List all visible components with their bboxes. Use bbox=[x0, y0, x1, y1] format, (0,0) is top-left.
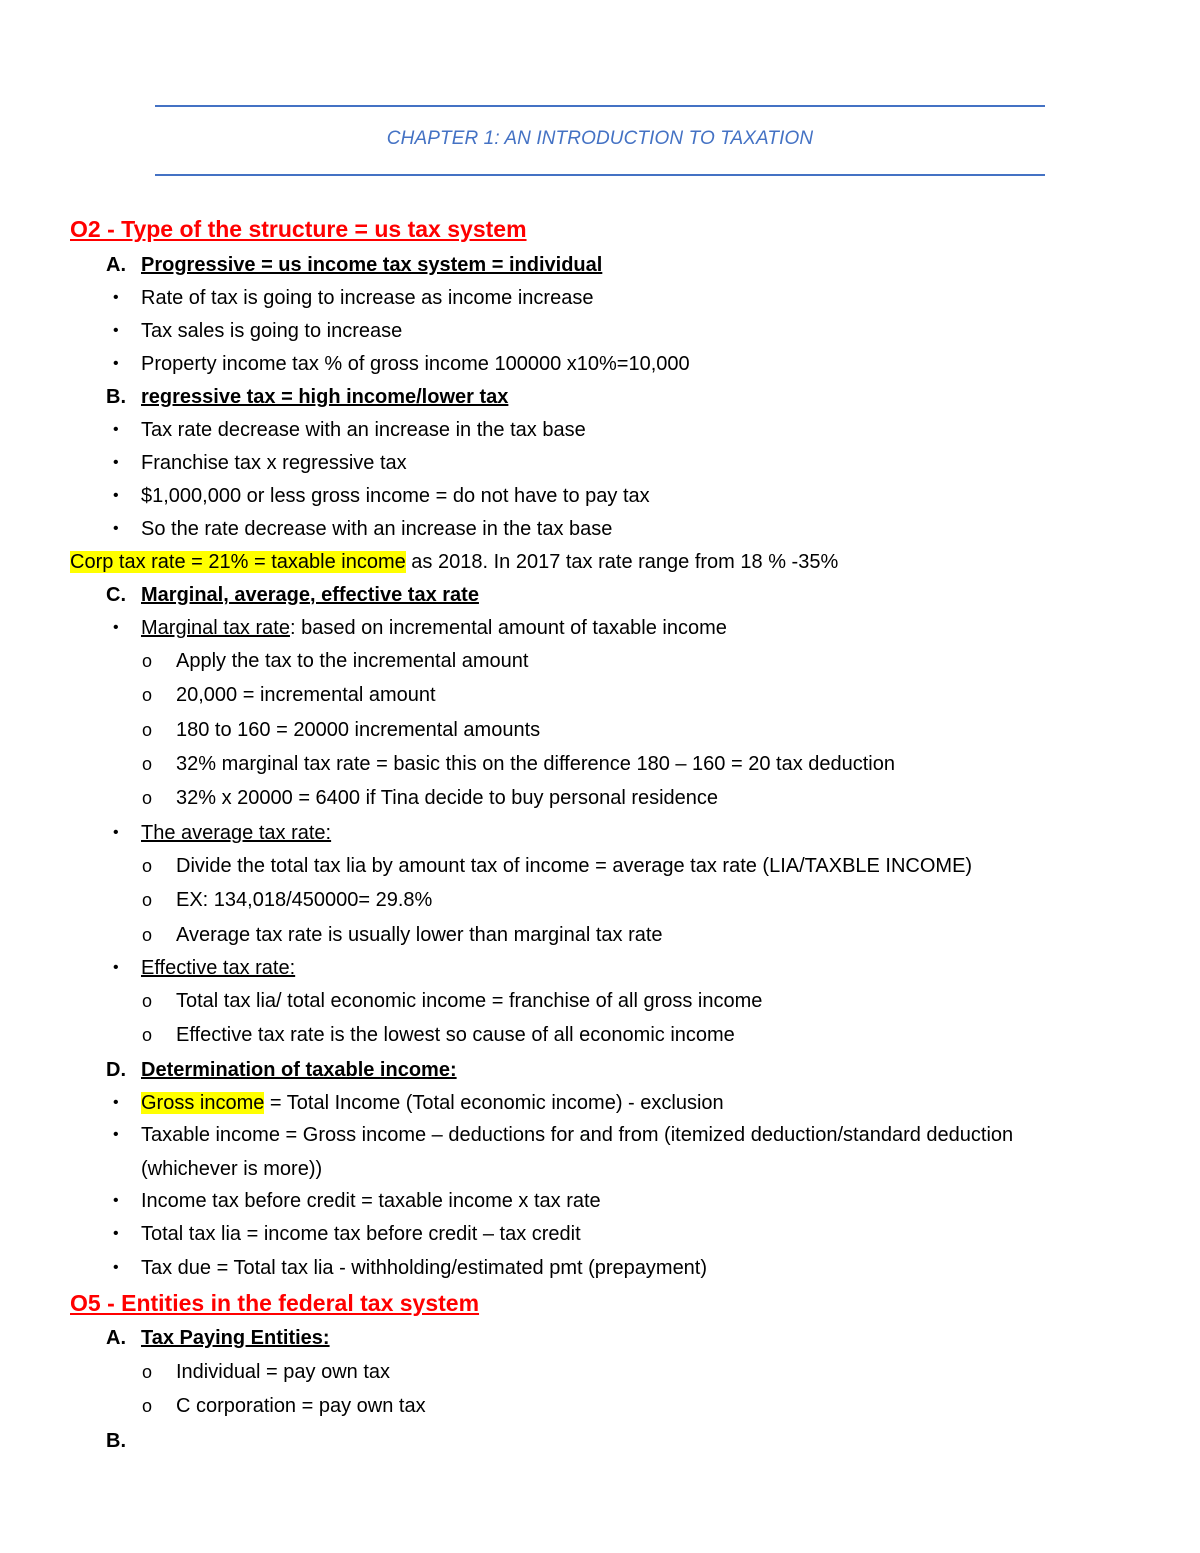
sub-bullet-text: Effective tax rate is the lowest so cause of all economic income bbox=[176, 1024, 735, 1046]
section-heading-o2: O2 - Type of the structure = us tax system bbox=[70, 216, 527, 242]
corp-tax-note bbox=[70, 549, 838, 575]
bullet-icon: • bbox=[113, 454, 119, 471]
bullet-icon: • bbox=[113, 824, 119, 841]
circle-bullet-icon: o bbox=[142, 1396, 153, 1416]
bullet-icon: • bbox=[113, 322, 119, 339]
bullet-icon: • bbox=[113, 1259, 119, 1276]
sub-bullet-text: Total tax lia/ total economic income = franchise of all gross income bbox=[176, 990, 763, 1012]
circle-bullet-icon: o bbox=[142, 925, 153, 945]
bullet-text: Tax due = Total tax lia - withholding/estimated pmt (prepayment) bbox=[141, 1257, 708, 1279]
list-marker: A. bbox=[106, 254, 126, 276]
circle-bullet-icon: o bbox=[142, 890, 153, 910]
subsection-title-taxable-income: Determination of taxable income: bbox=[141, 1059, 457, 1081]
list-marker: A. bbox=[106, 1327, 126, 1349]
sub-bullet-text: EX: 134,018/450000= 29.8% bbox=[176, 889, 433, 911]
highlighted-text: Corp tax rate = 21% = taxable income bbox=[70, 551, 406, 573]
bullet-text: Tax sales is going to increase bbox=[141, 320, 403, 342]
list-marker: D. bbox=[106, 1059, 126, 1081]
bullet-text: : based on incremental amount of taxable income bbox=[289, 617, 727, 639]
note-text: as 2018. In 2017 tax rate range from 18 % -35% bbox=[405, 551, 839, 573]
header-top-rule bbox=[155, 105, 1045, 107]
list-marker: C. bbox=[106, 584, 126, 606]
sub-bullet-text: 180 to 160 = 20000 incremental amounts bbox=[176, 719, 541, 741]
subsection-title-progressive: Progressive = us income tax system = individual bbox=[141, 254, 603, 276]
circle-bullet-icon: o bbox=[142, 651, 153, 671]
bullet-text: Taxable income = Gross income – deductions for and from (itemized deduction/standard deduction bbox=[141, 1124, 1014, 1146]
bullet-text: Rate of tax is going to increase as income increase bbox=[141, 287, 594, 309]
sub-bullet-text: C corporation = pay own tax bbox=[176, 1395, 426, 1417]
sub-bullet-text: Average tax rate is usually lower than marginal tax rate bbox=[176, 924, 663, 946]
term-label: The average tax rate: bbox=[141, 822, 332, 844]
bullet-icon: • bbox=[113, 959, 119, 976]
chapter-title: CHAPTER 1: AN INTRODUCTION TO TAXATION bbox=[386, 128, 814, 149]
sub-bullet-text: Individual = pay own tax bbox=[176, 1361, 391, 1383]
circle-bullet-icon: o bbox=[142, 788, 153, 808]
circle-bullet-icon: o bbox=[142, 685, 153, 705]
highlighted-text: Gross income bbox=[141, 1092, 265, 1114]
bullet-text: (whichever is more)) bbox=[141, 1158, 323, 1180]
sub-bullet-text: Divide the total tax lia by amount tax of income = average tax rate (LIA/TAXBLE INCOME) bbox=[176, 855, 973, 877]
circle-bullet-icon: o bbox=[142, 754, 153, 774]
bullet-icon: • bbox=[113, 1225, 119, 1242]
bullet-icon: • bbox=[113, 1094, 119, 1111]
bullet-icon: • bbox=[113, 1192, 119, 1209]
bullet-icon: • bbox=[113, 520, 119, 537]
sub-bullet-text: 32% marginal tax rate = basic this on the difference 180 – 160 = 20 tax deduction bbox=[176, 753, 895, 775]
section-heading-o5: O5 - Entities in the federal tax system bbox=[70, 1290, 480, 1316]
subsection-title-entities: Tax Paying Entities: bbox=[141, 1327, 330, 1349]
bullet-text: = Total Income (Total economic income) - exclusion bbox=[264, 1092, 724, 1114]
circle-bullet-icon: o bbox=[142, 856, 153, 876]
term-label: Marginal tax rate bbox=[141, 617, 290, 639]
bullet-icon: • bbox=[113, 1126, 119, 1143]
circle-bullet-icon: o bbox=[142, 1362, 153, 1382]
bullet-icon: • bbox=[113, 487, 119, 504]
list-marker: B. bbox=[106, 386, 126, 408]
sub-bullet-text: 32% x 20000 = 6400 if Tina decide to buy personal residence bbox=[176, 787, 719, 809]
circle-bullet-icon: o bbox=[142, 1025, 153, 1045]
bullet-icon: • bbox=[113, 289, 119, 306]
bullet-text: Income tax before credit = taxable income x tax rate bbox=[141, 1190, 601, 1212]
subsection-title-regressive: regressive tax = high income/lower tax bbox=[141, 386, 509, 408]
bullet-text: Property income tax % of gross income 100000 x10%=10,000 bbox=[141, 353, 690, 375]
bullet-text: $1,000,000 or less gross income = do not have to pay tax bbox=[141, 485, 650, 507]
bullet-icon: • bbox=[113, 421, 119, 438]
sub-bullet-text: Apply the tax to the incremental amount bbox=[176, 650, 529, 672]
bullet-text: So the rate decrease with an increase in the tax base bbox=[141, 518, 613, 540]
sub-bullet-text: 20,000 = incremental amount bbox=[176, 684, 436, 706]
bullet-text: Tax rate decrease with an increase in the tax base bbox=[141, 419, 586, 441]
bullet-text: Franchise tax x regressive tax bbox=[141, 452, 407, 474]
circle-bullet-icon: o bbox=[142, 720, 153, 740]
list-marker: B. bbox=[106, 1430, 126, 1452]
bullet-icon: • bbox=[113, 619, 119, 636]
circle-bullet-icon: o bbox=[142, 991, 153, 1011]
bullet-text: Total tax lia = income tax before credit – tax credit bbox=[141, 1223, 581, 1245]
header-bottom-rule bbox=[155, 174, 1045, 176]
term-label: Effective tax rate: bbox=[141, 957, 296, 979]
subsection-title-rates: Marginal, average, effective tax rate bbox=[141, 584, 479, 606]
bullet-icon: • bbox=[113, 355, 119, 372]
